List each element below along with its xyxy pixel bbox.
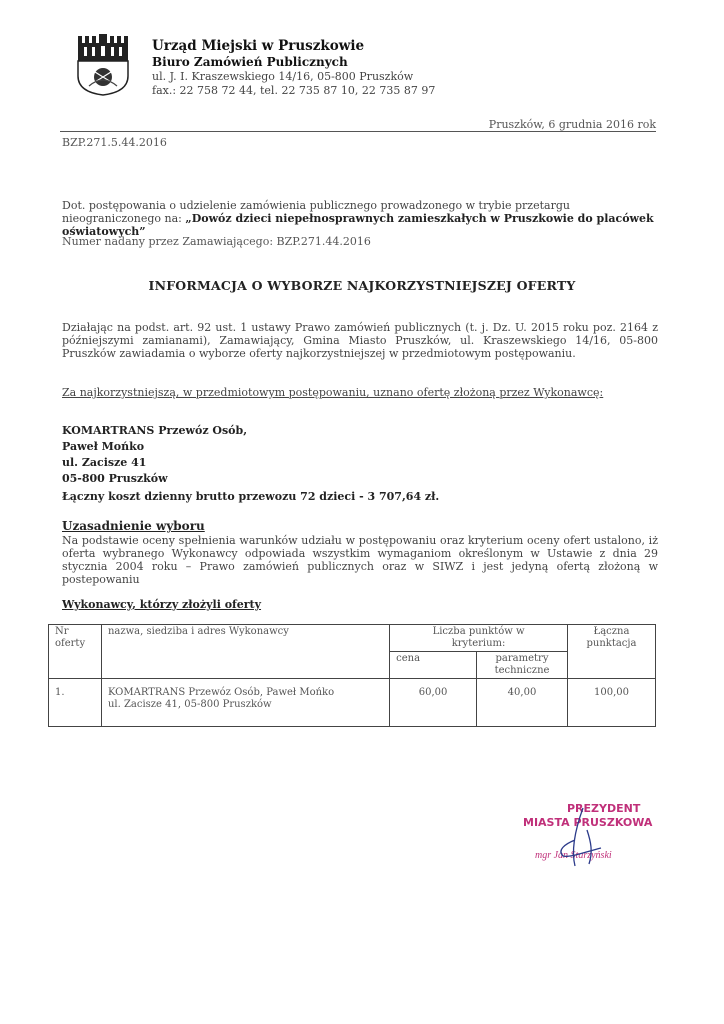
contractor-name: KOMARTRANS Przewóz Osób, — [62, 424, 248, 437]
justification-text: Na podstawie oceny spełnienia warunków udziału w postępowaniu oraz kryterium oceny ofert ustalono, iż oferta wybranego Wykonawcy odpowiada wszystkim wymaganiom określonym w Ustawie z dnia 29 stycznia 2004 roku – Prawo zamówień publicznych oraz w SIWZ i jest jedyną ofertą złożoną w postepowaniu — [62, 534, 658, 586]
document-date: Pruszków, 6 grudnia 2016 rok — [488, 118, 656, 131]
mayor-stamp — [505, 800, 685, 870]
offer-nr: 1. — [49, 679, 102, 727]
assigned-number: Numer nadany przez Zamawiającego: BZP.271.44.2016 — [62, 235, 371, 248]
offer-contractor-name: KOMARTRANS Przewóz Osób, Paweł Mońko — [107, 687, 335, 698]
col-header-nr: Nr oferty — [49, 625, 102, 679]
reference-number: BZP.271.5.44.2016 — [62, 136, 167, 149]
col-header-price: cena — [390, 652, 477, 679]
offers-table — [48, 624, 656, 727]
document-title: INFORMACJA O WYBORZE NAJKORZYSTNIEJSZEJ OFERTY — [148, 278, 576, 293]
intro-paragraph: Działając na podst. art. 92 ust. 1 ustawy Prawo zamówień publicznych (t. j. Dz. U. 2015 roku poz. 2164 z późniejszymi zamianami), Zamawiający, Gmina Miasto Pruszków, ul. Kraszewskiego 14/16, 05-800 Pruszków zawiadamia o wyborze oferty najkorzystniejszej w przedmiotowym postępowaniu. — [62, 321, 658, 360]
subject-paragraph — [62, 199, 658, 238]
department-name: Biuro Zamówień Publicznych — [152, 55, 348, 69]
header-divider — [60, 131, 656, 132]
office-address: ul. J. I. Kraszewskiego 14/16, 05-800 Pruszków — [152, 70, 414, 83]
office-contact: fax.: 22 758 72 44, tel. 22 735 87 10, 22 735 87 97 — [152, 84, 436, 97]
offer-contractor — [101, 679, 389, 727]
table-header-row — [49, 625, 656, 652]
table-row — [49, 679, 656, 727]
subject-lead: Dot. postępowania o udzielenie zamówienia publicznego prowadzonego w trybie przetargu nieograniczonego na: — [62, 199, 570, 225]
office-name: Urząd Miejski w Pruszkowie — [152, 38, 365, 54]
stamp-line2: MIASTA PRUSZKOWA — [523, 816, 653, 829]
stamp-line1: PREZYDENT — [567, 802, 641, 815]
total-cost: Łączny koszt dzienny brutto przewozu 72 dzieci - 3 707,64 zł. — [62, 490, 440, 503]
col-header-tech: parametry techniczne — [477, 652, 568, 679]
offer-tech-points: 40,00 — [477, 679, 568, 727]
justification-heading: Uzasadnienie wyboru — [62, 519, 205, 533]
col-header-total: Łączna punktacja — [567, 625, 655, 679]
contractor-street: ul. Zacisze 41 — [62, 456, 147, 469]
contractor-city: 05-800 Pruszków — [62, 472, 168, 485]
offer-price-points: 60,00 — [390, 679, 477, 727]
chosen-offer-intro: Za najkorzystniejszą, w przedmiotowym postępowaniu, uznano ofertę złożoną przez Wykonawcę: — [62, 386, 604, 399]
offer-contractor-address: ul. Zacisze 41, 05-800 Pruszków — [107, 699, 272, 710]
subject-title: „Dowóz dzieci niepełnosprawnych zamieszkałych w Pruszkowie do placówek oświatowych” — [62, 212, 654, 238]
city-crest-icon — [76, 34, 130, 96]
stamp-line3: mgr Jan Starzyński — [535, 850, 612, 861]
col-header-name: nazwa, siedziba i adres Wykonawcy — [101, 625, 389, 679]
col-header-points: Liczba punktów w kryterium: — [390, 625, 568, 652]
offer-total-points: 100,00 — [567, 679, 655, 727]
offers-table-heading: Wykonawcy, którzy złożyli oferty — [62, 598, 262, 611]
contractor-person: Paweł Mońko — [62, 440, 145, 453]
contractor-block — [62, 423, 247, 487]
